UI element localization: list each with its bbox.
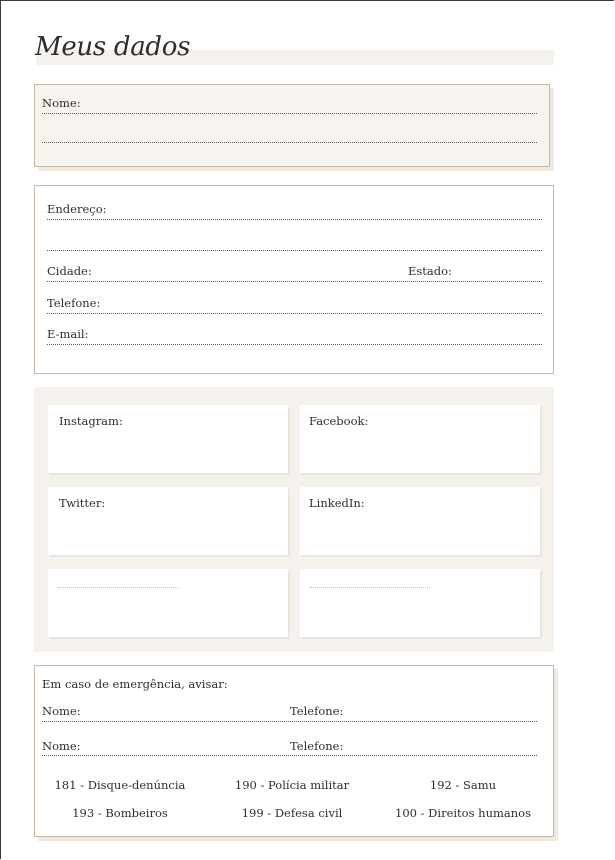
twitter-card[interactable] xyxy=(48,487,288,555)
hotline-item: 199 - Defesa civil xyxy=(241,806,343,820)
emergency-contact-2-line[interactable] xyxy=(42,755,537,756)
name-section xyxy=(34,84,550,167)
extra-social-card-2[interactable] xyxy=(300,569,540,637)
hotline-item: 181 - Disque-denúncia xyxy=(54,778,186,792)
emergency-contact-1-line[interactable] xyxy=(42,721,537,722)
address-field-line-1[interactable] xyxy=(47,219,542,220)
hotline-item: 100 - Direitos humanos xyxy=(395,806,531,820)
emergency-contact-2-name-label: Nome: xyxy=(42,739,81,753)
page-title: Meus dados xyxy=(35,32,191,62)
linkedin-label: LinkedIn: xyxy=(309,496,365,510)
facebook-label: Facebook: xyxy=(309,414,369,428)
emergency-contact-1-phone-label: Telefone: xyxy=(290,704,344,718)
address-section xyxy=(34,185,554,374)
instagram-card[interactable] xyxy=(48,405,288,473)
twitter-label: Twitter: xyxy=(59,496,106,510)
emergency-heading: Em caso de emergência, avisar: xyxy=(42,677,228,691)
address-field-line-2[interactable] xyxy=(47,250,542,251)
email-field-line[interactable] xyxy=(47,344,542,345)
instagram-label: Instagram: xyxy=(59,414,123,428)
city-label: Cidade: xyxy=(47,264,92,278)
address-label: Endereço: xyxy=(47,202,107,216)
phone-label: Telefone: xyxy=(47,296,101,310)
name-field-line-2[interactable] xyxy=(42,142,537,143)
hotline-item: 190 - Polícia militar xyxy=(234,778,350,792)
state-label: Estado: xyxy=(408,264,452,278)
extra-social-line-1[interactable] xyxy=(58,587,178,588)
facebook-card[interactable] xyxy=(300,405,540,473)
extra-social-line-2[interactable] xyxy=(310,587,430,588)
city-state-field-line[interactable] xyxy=(47,281,542,282)
linkedin-card[interactable] xyxy=(300,487,540,555)
emergency-contact-1-name-label: Nome: xyxy=(42,704,81,718)
name-field-line-1[interactable] xyxy=(42,113,537,114)
email-label: E-mail: xyxy=(47,327,89,341)
phone-field-line[interactable] xyxy=(47,313,542,314)
hotline-item: 192 - Samu xyxy=(429,778,497,792)
hotline-item: 193 - Bombeiros xyxy=(72,806,168,820)
extra-social-card-1[interactable] xyxy=(48,569,288,637)
name-label: Nome: xyxy=(42,96,81,110)
emergency-contact-2-phone-label: Telefone: xyxy=(290,739,344,753)
